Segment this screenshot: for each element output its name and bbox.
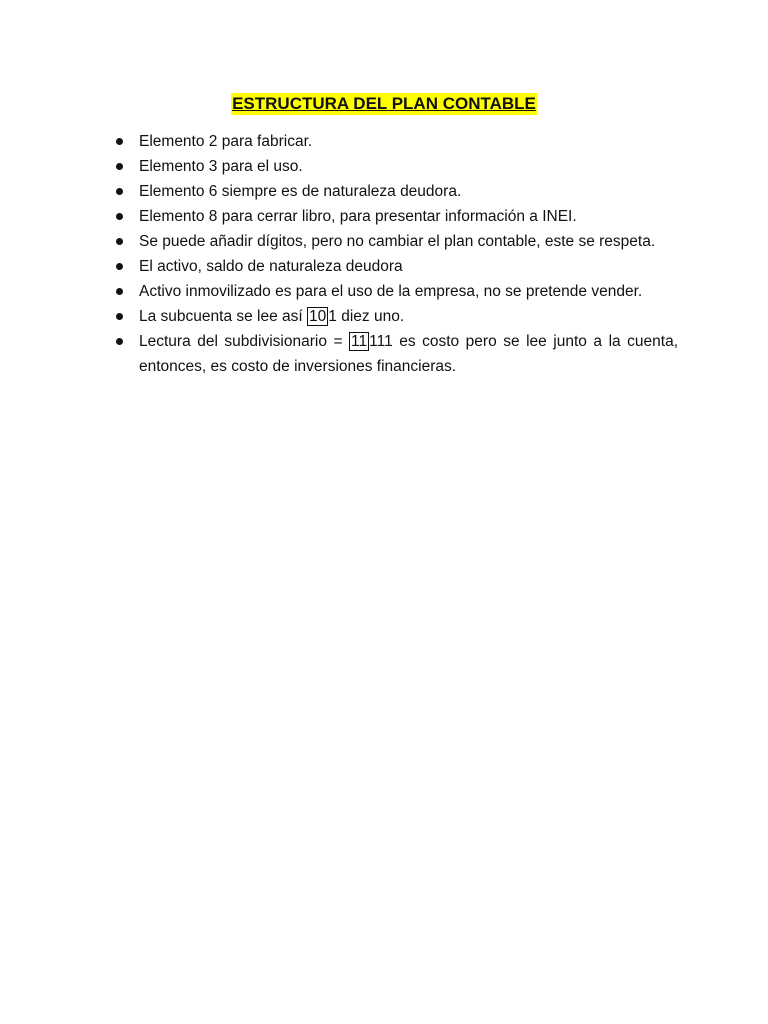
document-title: ESTRUCTURA DEL PLAN CONTABLE: [232, 94, 536, 113]
bullet-icon: [116, 213, 123, 220]
list-item-text: Elemento 8 para cerrar libro, para presentar información a INEI.: [139, 208, 577, 225]
bullet-icon: [116, 263, 123, 270]
list-item: [114, 129, 678, 154]
list-item-text: [139, 307, 404, 326]
text-segment: Lectura del subdivisionario =: [139, 333, 350, 350]
list-item: [114, 179, 678, 204]
bullet-list: [114, 129, 678, 379]
list-item: [114, 329, 678, 379]
bullet-icon: [116, 238, 123, 245]
text-segment: 111 es costo pero se lee junto a la cuenta, entonces, es costo de inversiones financieras.: [139, 333, 678, 375]
title-container: [0, 93, 768, 115]
list-item-text: Activo inmovilizado es para el uso de la empresa, no se pretende vender.: [139, 283, 643, 300]
list-item-text: Elemento 6 siempre es de naturaleza deudora.: [139, 183, 462, 200]
list-item: [114, 229, 678, 254]
list-item-text: El activo, saldo de naturaleza deudora: [139, 258, 403, 275]
boxed-digits: 11: [351, 333, 368, 350]
text-segment: La subcuenta se lee así: [139, 308, 308, 325]
list-item-text: Elemento 2 para fabricar.: [139, 133, 313, 150]
list-item: [114, 254, 678, 279]
bullet-icon: [116, 138, 123, 145]
list-item: [114, 204, 678, 229]
bullet-icon: [116, 338, 123, 345]
list-item: [114, 154, 678, 179]
bullet-icon: [116, 288, 123, 295]
bullet-icon: [116, 188, 123, 195]
list-item: [114, 304, 678, 329]
list-item: [114, 279, 678, 304]
text-segment: 1 diez uno.: [328, 308, 405, 325]
boxed-digits: 10: [309, 308, 327, 325]
list-item-text: [139, 332, 678, 375]
bullet-icon: [116, 163, 123, 170]
list-item-text: Elemento 3 para el uso.: [139, 158, 303, 175]
list-item-text: Se puede añadir dígitos, pero no cambiar el plan contable, este se respeta.: [139, 233, 656, 250]
bullet-icon: [116, 313, 123, 320]
